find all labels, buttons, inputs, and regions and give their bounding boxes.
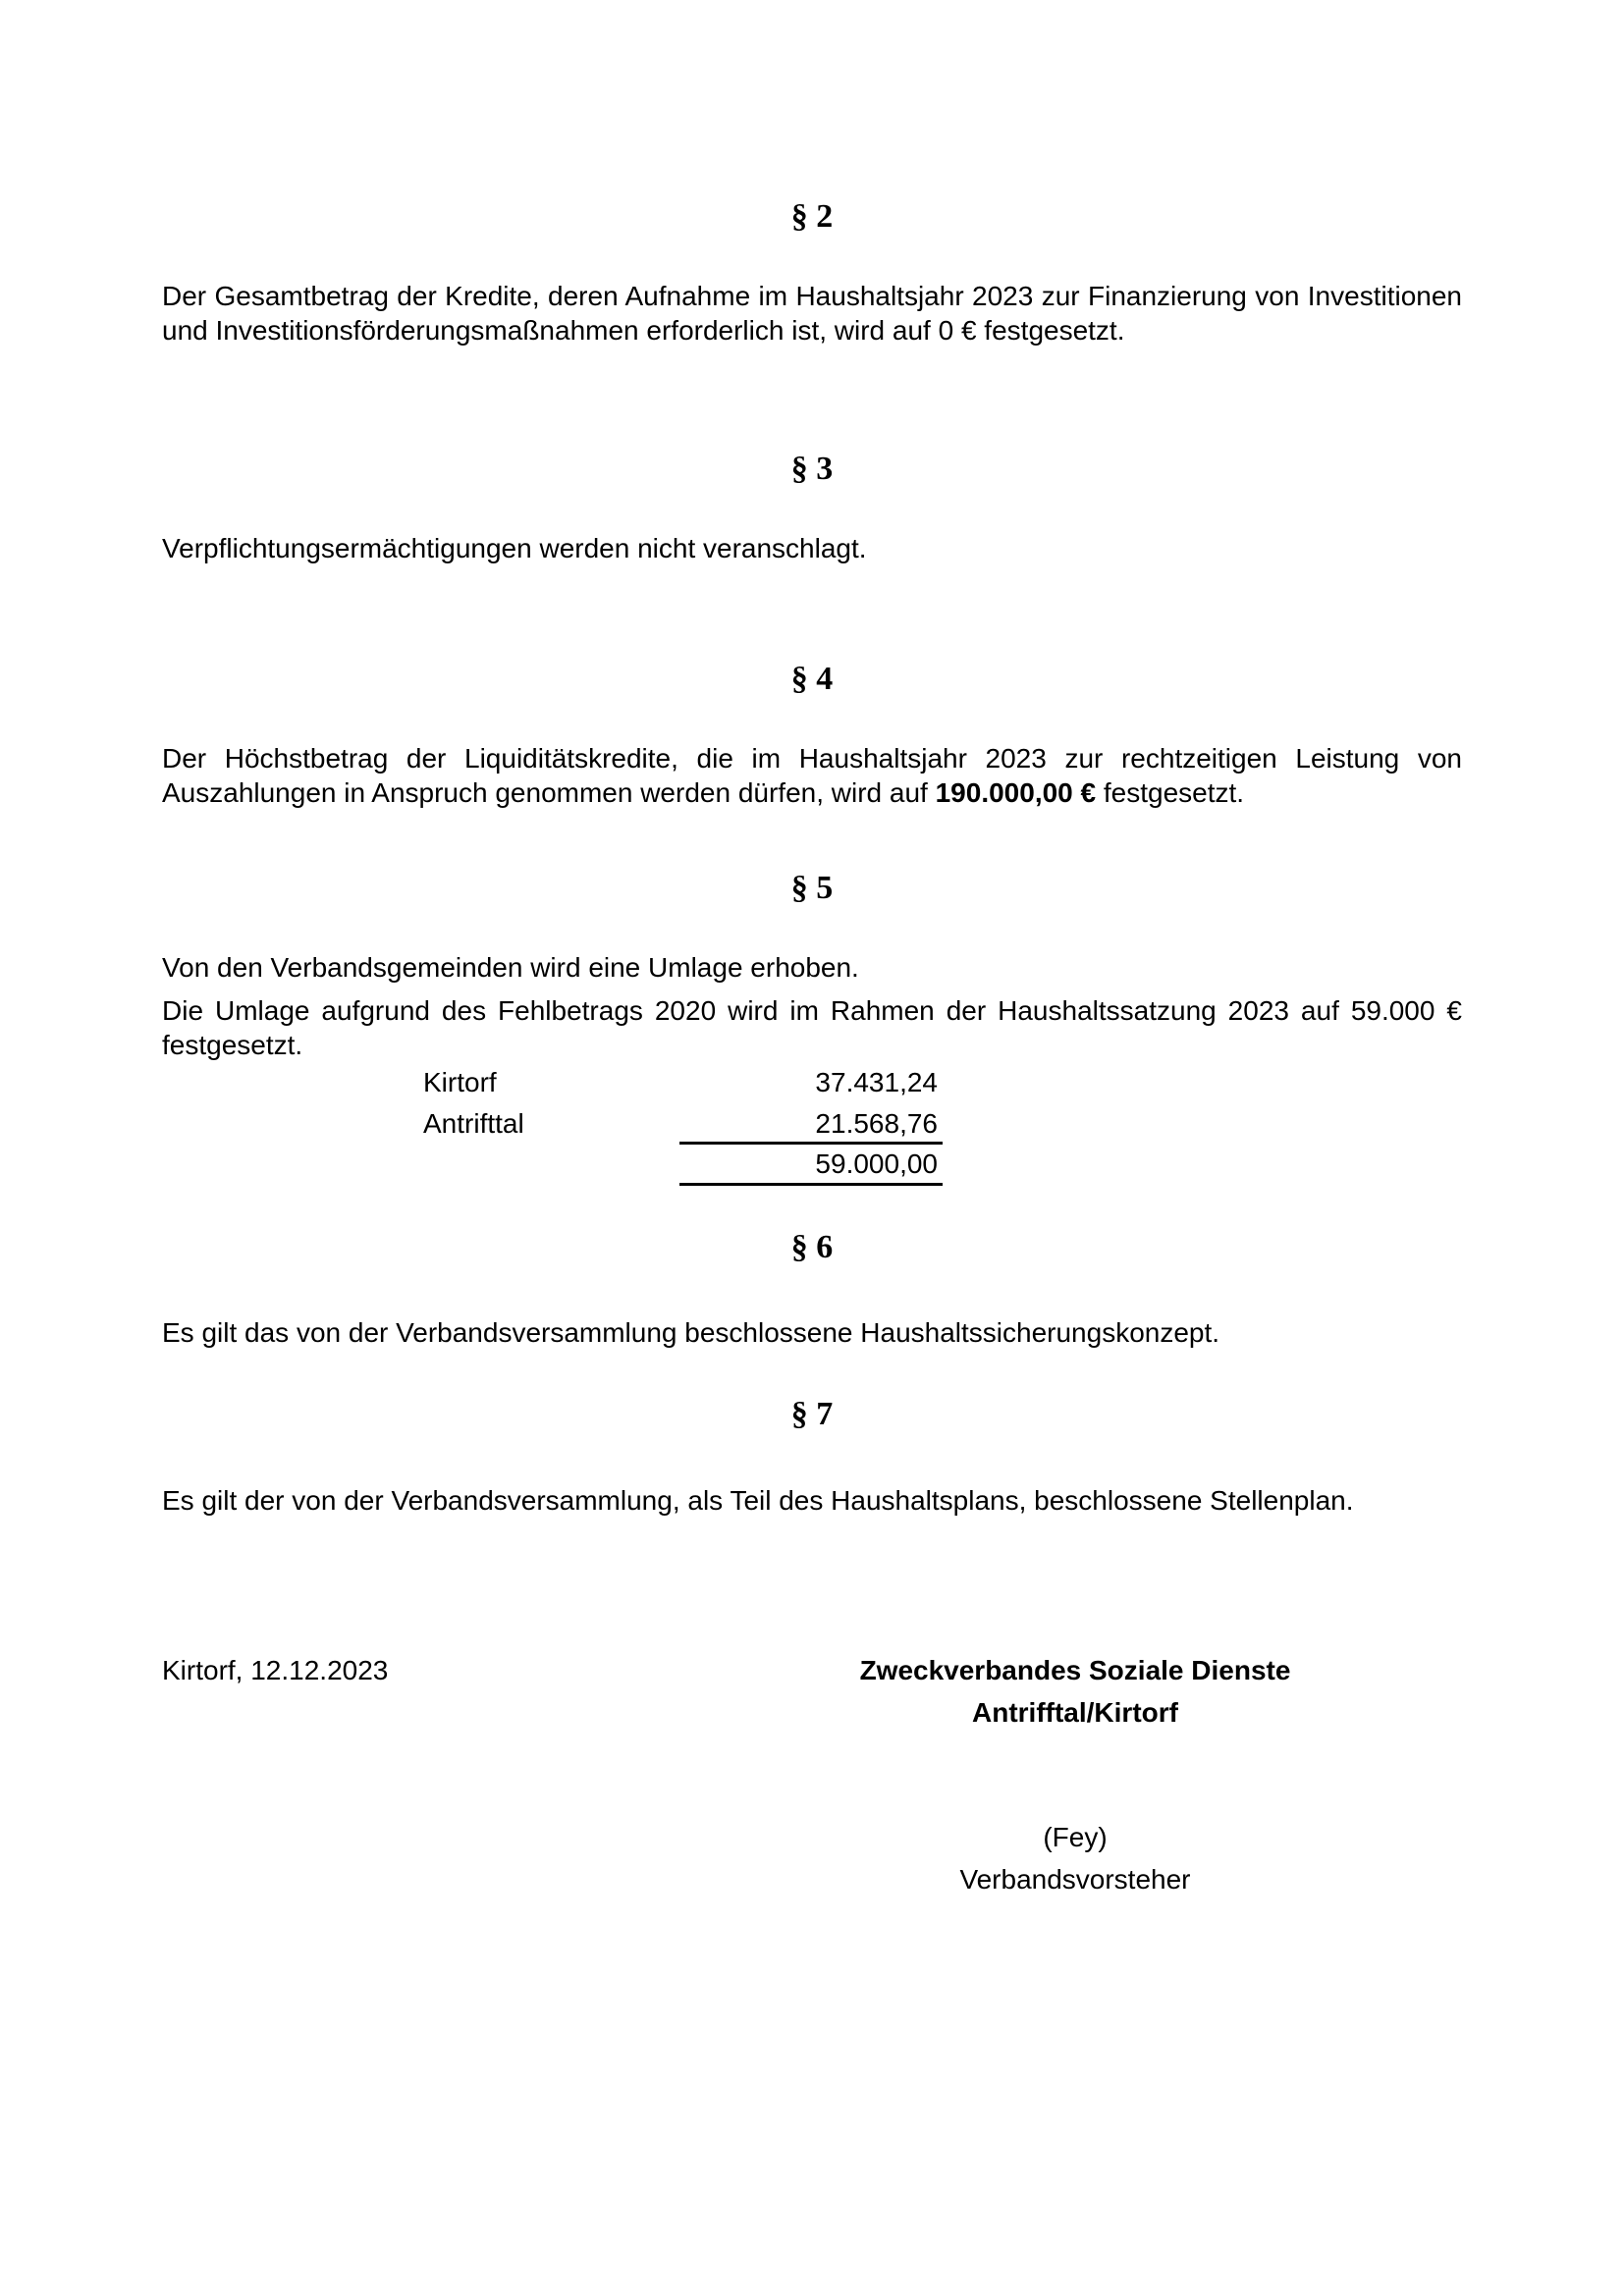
section-4-heading: § 4 [790, 661, 834, 697]
section-5-line1: Von den Verbandsgemeinden wird eine Umlage erhoben. [162, 952, 859, 983]
organization-name-line2: Antrifftal/Kirtorf [972, 1697, 1178, 1728]
levy-total-value: 59.000,00 [815, 1148, 938, 1179]
section-2-heading: § 2 [790, 198, 834, 235]
subtotal-rule [679, 1142, 943, 1145]
place-date: Kirtorf, 12.12.2023 [162, 1655, 389, 1685]
signer-title: Verbandsvorsteher [959, 1864, 1191, 1895]
section-5-line2: Die Umlage aufgrund des Fehlbetrags 2020 wird im Rahmen der Haushaltssatzung 2023 auf 59.000 € festgesetzt. [162, 995, 1462, 1060]
section-7-text: Es gilt der von der Verbandsversammlung, als Teil des Haushaltsplans, beschlossene Stellenplan. [162, 1485, 1354, 1516]
levy-row-value: 37.431,24 [815, 1067, 938, 1097]
section-4-text-after: festgesetzt. [1096, 777, 1245, 808]
section-5-heading: § 5 [790, 870, 834, 906]
section-6-text: Es gilt das von der Verbandsversammlung beschlossene Haushaltssicherungskonzept. [162, 1317, 1220, 1348]
section-4-amount: 190.000,00 € [935, 777, 1097, 808]
section-7-heading: § 7 [790, 1396, 834, 1432]
section-3-heading: § 3 [790, 451, 834, 487]
section-4-text-before: Der Höchstbetrag der Liquiditätskredite, die im Haushaltsjahr 2023 zur rechtzeitigen Leistung von Auszahlungen in Anspruch genommen werden dürfen, wird auf [162, 743, 1462, 808]
section-2-text: Der Gesamtbetrag der Kredite, deren Aufnahme im Haushaltsjahr 2023 zur Finanzierung von Investitionen und Investitionsförderungsmaßnahmen erforderlich ist, wird auf 0 € festgesetzt. [162, 281, 1462, 346]
section-6-heading: § 6 [790, 1229, 834, 1265]
levy-row-label: Antrifttal [423, 1108, 524, 1139]
section-4-text [162, 741, 1462, 810]
signer-name: (Fey) [1043, 1822, 1108, 1852]
total-rule [679, 1183, 943, 1186]
levy-row-value: 21.568,76 [815, 1108, 938, 1139]
levy-row-label: Kirtorf [423, 1067, 497, 1097]
organization-name-line1: Zweckverbandes Soziale Dienste [859, 1655, 1291, 1685]
section-3-text: Verpflichtungsermächtigungen werden nicht veranschlagt. [162, 533, 867, 563]
